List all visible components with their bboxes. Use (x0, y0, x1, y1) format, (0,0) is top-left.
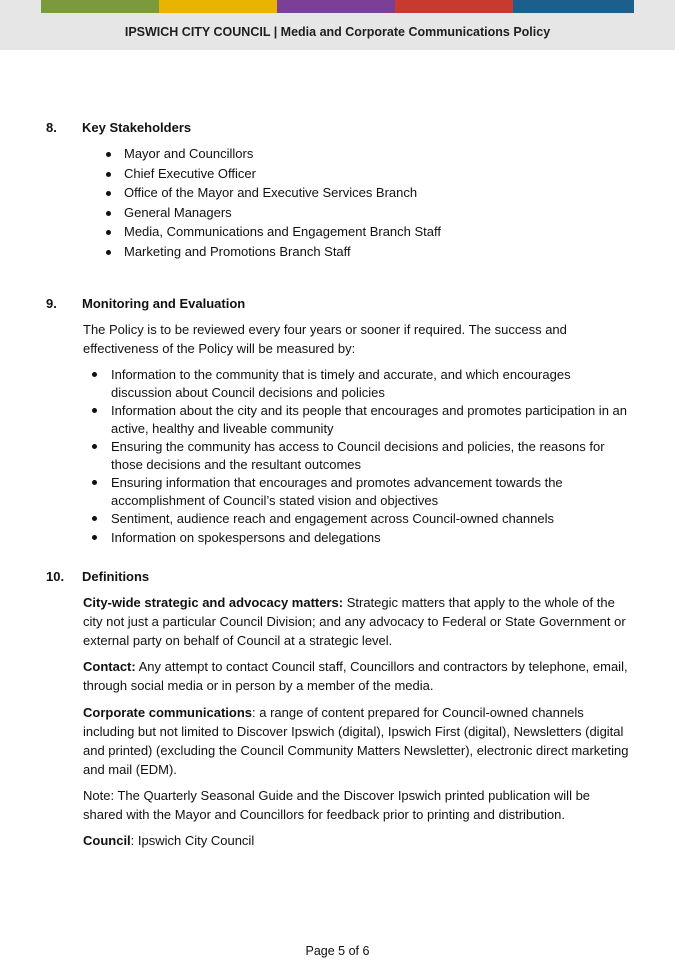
stakeholder-item: Marketing and Promotions Branch Staff (124, 243, 624, 263)
bullet-icon (106, 211, 111, 216)
bullet-icon (106, 250, 111, 255)
evaluation-item: Ensuring information that encourages and promotes advancement towards the accomplishment of Council’s stated vision and objectives (111, 474, 631, 509)
bullet-icon (92, 516, 97, 521)
evaluation-item: Information about the city and its people that encourages and promotes participation in an active, healthy and liveable community (111, 402, 631, 437)
header-stripe-yellow (159, 0, 277, 13)
section-10-title: Definitions (82, 569, 150, 584)
section-10-number: 10. (46, 569, 65, 584)
definition-term: Corporate communications (83, 705, 253, 720)
stakeholder-list (124, 145, 624, 262)
header-stripe-green (41, 0, 159, 13)
bullet-icon (92, 480, 97, 485)
bullet-icon (92, 408, 97, 413)
definition-contact (83, 657, 633, 695)
bullet-icon (106, 152, 111, 157)
section-9-title: Monitoring and Evaluation (82, 296, 246, 311)
definition-term: Council (83, 833, 131, 848)
stakeholder-item: Office of the Mayor and Executive Services Branch (124, 184, 624, 204)
section-9-number: 9. (46, 296, 57, 311)
bullet-icon (92, 372, 97, 377)
bullet-icon (92, 535, 97, 540)
evaluation-item: Information on spokespersons and delegations (111, 529, 631, 547)
evaluation-list (111, 366, 631, 546)
bullet-icon (106, 172, 111, 177)
bullet-icon (106, 191, 111, 196)
stakeholder-item: Chief Executive Officer (124, 165, 624, 185)
stakeholder-item: General Managers (124, 204, 624, 224)
page-number: Page 5 of 6 (305, 944, 370, 958)
header-stripe-purple (277, 0, 395, 13)
stakeholder-item: Media, Communications and Engagement Branch Staff (124, 223, 624, 243)
evaluation-item: Information to the community that is timely and accurate, and which encourages discussion about Council decisions and policies (111, 366, 631, 401)
page-header (0, 0, 675, 50)
definition-text: : Ipswich City Council (130, 833, 255, 848)
section-8-number: 8. (46, 120, 57, 135)
definition-text: Strategic matters that apply to the whole of the city not just a particular Council Division; and any advocacy to Federal or State Government or external party on behalf of Council at a strategic level. (83, 595, 626, 648)
definition-term: Contact: (83, 659, 136, 674)
stakeholder-item: Mayor and Councillors (124, 145, 624, 165)
evaluation-item: Ensuring the community has access to Council decisions and policies, the reasons for those decisions and the resultant outcomes (111, 438, 631, 473)
definition-council (83, 831, 633, 850)
header-stripe-blue (513, 0, 634, 13)
bullet-icon (106, 230, 111, 235)
header-title: IPSWICH CITY COUNCIL | Media and Corporate Communications Policy (124, 25, 551, 39)
section-8-title: Key Stakeholders (82, 120, 192, 135)
definition-corporate-communications (83, 703, 633, 779)
bullet-icon (92, 444, 97, 449)
definition-note: Note: The Quarterly Seasonal Guide and the Discover Ipswich printed publication will be shared with the Mayor and Councillors for feedback prior to printing and distribution. (83, 788, 591, 822)
definition-text: : a range of content prepared for Council-owned channels including but not limited to Discover Ipswich (digital), Ipswich First (digital), Newsletters (digital and printed) (excluding the Council Community Matters Newsletter), electronic direct marketing and mail (EDM). (83, 705, 629, 777)
header-stripe-red (395, 0, 513, 13)
evaluation-item: Sentiment, audience reach and engagement across Council-owned channels (111, 510, 631, 528)
definition-text: Any attempt to contact Council staff, Councillors and contractors by telephone, email, through social media or in person by a member of the media. (83, 659, 628, 693)
definition-city-wide (83, 593, 633, 650)
definition-term: City-wide strategic and advocacy matters: (83, 595, 344, 610)
section-9-intro: The Policy is to be reviewed every four years or sooner if required. The success and effectiveness of the Policy will be measured by: (83, 322, 567, 356)
